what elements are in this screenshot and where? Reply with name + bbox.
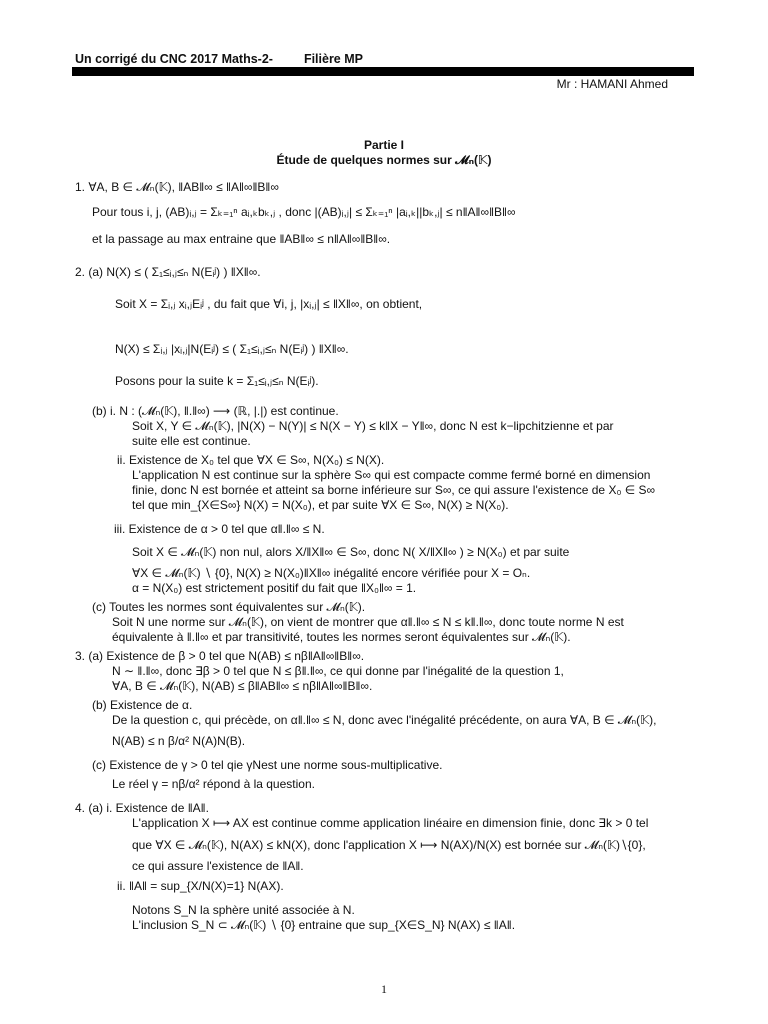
- text-line: ii. ‖A‖ = sup_{X/N(X)=1} N(AX).: [117, 879, 284, 893]
- text-line: suite elle est continue.: [132, 434, 251, 448]
- document-header: [75, 52, 363, 66]
- text-line: Pour tous i, j, (AB)ᵢ,ⱼ = Σₖ₌₁ⁿ aᵢ,ₖbₖ,ⱼ , donc |(AB)ᵢ,ⱼ| ≤ Σₖ₌₁ⁿ |aᵢ,ₖ||bₖ,ⱼ| ≤ n‖A‖∞‖B‖∞: [92, 205, 516, 219]
- text-line: (b) i. N : (𝓜ₙ(𝕂), ‖.‖∞) ⟶ (ℝ, |.|) est continue.: [92, 404, 339, 418]
- text-line: Posons pour la suite k = Σ₁≤ᵢ,ⱼ≤ₙ N(Eᵢʲ).: [115, 374, 319, 388]
- text-line: 4. (a) i. Existence de ‖A‖.: [75, 801, 209, 815]
- text-line: (c) Existence de γ > 0 tel qie γNest une norme sous-multiplicative.: [92, 758, 443, 772]
- text-line: N ∼ ‖.‖∞, donc ∃β > 0 tel que N ≤ β‖.‖∞, ce qui donne par l'inégalité de la question 1,: [112, 664, 564, 678]
- text-line: N(X) ≤ Σᵢ,ⱼ |xᵢ,ⱼ|N(Eᵢʲ) ≤ ( Σ₁≤ᵢ,ⱼ≤ₙ N(Eᵢʲ) ) ‖X‖∞.: [115, 342, 349, 356]
- text-line: De la question c, qui précède, on α‖.‖∞ ≤ N, donc avec l'inégalité précédente, on aura ∀A, B ∈ 𝓜ₙ(𝕂),: [112, 713, 657, 727]
- text-line: Soit X = Σᵢ,ⱼ xᵢ,ⱼEᵢʲ , du fait que ∀i, j, |xᵢ,ⱼ| ≤ ‖X‖∞, on obtient,: [115, 297, 423, 311]
- text-line: N(AB) ≤ n β/α² N(A)N(B).: [112, 734, 246, 748]
- text-line: 3. (a) Existence de β > 0 tel que N(AB) ≤ nβ‖A‖∞‖B‖∞.: [75, 649, 365, 663]
- text-line: 1. ∀A, B ∈ 𝓜ₙ(𝕂), ‖AB‖∞ ≤ ‖A‖∞‖B‖∞: [75, 180, 279, 194]
- text-line: α = N(X₀) est strictement positif du fait que ‖X₀‖∞ = 1.: [132, 581, 417, 595]
- text-line: ∀A, B ∈ 𝓜ₙ(𝕂), N(AB) ≤ β‖AB‖∞ ≤ nβ‖A‖∞‖B‖∞.: [112, 679, 373, 693]
- text-line: ∀X ∈ 𝓜ₙ(𝕂) ∖ {0}, N(X) ≥ N(X₀)‖X‖∞ inégalité encore vérifiée pour X = Oₙ.: [132, 566, 531, 580]
- course-title: Un corrigé du CNC 2017 Maths-2-: [75, 52, 273, 66]
- text-line: et la passage au max entraine que ‖AB‖∞ ≤ n‖A‖∞‖B‖∞.: [92, 232, 391, 246]
- text-line: finie, donc N est bornée et atteint sa borne inférieure sur S∞, ce qui assure l'existence de X₀ ∈ S∞: [132, 483, 656, 497]
- text-line: (c) Toutes les normes sont équivalentes sur 𝓜ₙ(𝕂).: [92, 600, 366, 614]
- text-line: 2. (a) N(X) ≤ ( Σ₁≤ᵢ,ⱼ≤ₙ N(Eᵢʲ) ) ‖X‖∞.: [75, 265, 261, 279]
- text-line: tel que min_{X∈S∞} N(X) = N(X₀), et par suite ∀X ∈ S∞, N(X) ≥ N(X₀).: [132, 498, 509, 512]
- text-line: que ∀X ∈ 𝓜ₙ(𝕂), N(AX) ≤ kN(X), donc l'application X ⟼ N(AX)/N(X) est bornée sur 𝓜ₙ(𝕂)∖{0},: [132, 838, 646, 852]
- text-line: équivalente à ‖.‖∞ et par transitivité, toutes les normes seront équivalentes sur 𝓜ₙ(𝕂).: [112, 630, 571, 644]
- text-line: Soit X, Y ∈ 𝓜ₙ(𝕂), |N(X) − N(Y)| ≤ N(X − Y) ≤ k‖X − Y‖∞, donc N est k−lipchitzienne et par: [132, 419, 614, 433]
- text-line: L'inclusion S_N ⊂ 𝓜ₙ(𝕂) ∖ {0} entraine que sup_{X∈S_N} N(AX) ≤ ‖A‖.: [132, 918, 516, 932]
- text-line: Le réel γ = nβ/α² répond à la question.: [112, 777, 315, 791]
- text-line: Soit X ∈ 𝓜ₙ(𝕂) non nul, alors X/‖X‖∞ ∈ S∞, donc N( X/‖X‖∞ ) ≥ N(X₀) et par suite: [132, 545, 570, 559]
- text-line: iii. Existence de α > 0 tel que α‖.‖∞ ≤ N.: [114, 522, 325, 536]
- part-title: Partie I: [363, 138, 405, 152]
- text-line: (b) Existence de α.: [92, 698, 193, 712]
- track-label: Filière MP: [303, 52, 363, 66]
- header-rule: [72, 67, 694, 76]
- author-name: Mr : HAMANI Ahmed: [556, 77, 668, 91]
- text-line: Soit N une norme sur 𝓜ₙ(𝕂), on vient de montrer que α‖.‖∞ ≤ N ≤ k‖.‖∞, donc toute norme N est: [112, 615, 624, 629]
- part-subtitle: Étude de quelques normes sur 𝓜ₙ(𝕂): [276, 153, 492, 167]
- text-line: L'application N est continue sur la sphère S∞ qui est compacte comme fermé borné en dimension: [132, 468, 651, 482]
- page-number: 1: [381, 982, 387, 996]
- text-line: L'application X ⟼ AX est continue comme application linéaire en dimension finie, donc ∃k > 0 tel: [132, 816, 649, 830]
- text-line: ce qui assure l'existence de ‖A‖.: [132, 859, 304, 873]
- text-line: ii. Existence de X₀ tel que ∀X ∈ S∞, N(X₀) ≤ N(X).: [117, 453, 385, 467]
- text-line: Notons S_N la sphère unité associée à N.: [132, 903, 355, 917]
